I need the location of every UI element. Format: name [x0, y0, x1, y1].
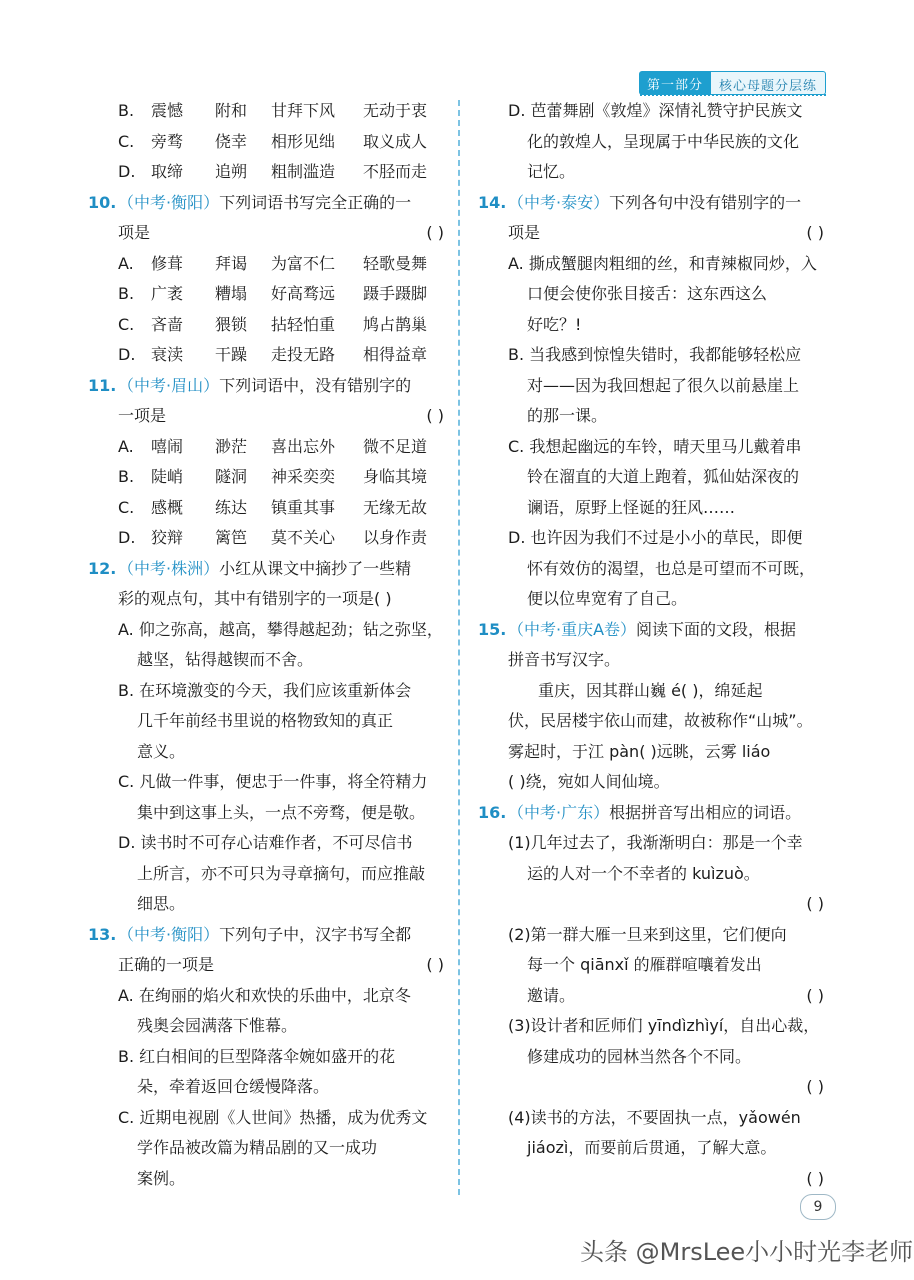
question-10-stem: 10. （中考·衡阳）下列词语书写完全正确的一 [88, 188, 448, 219]
q13-option-a-cont: 残奥会园满落下惟幕。 [137, 1016, 298, 1035]
q16-item-1: (1)几年过去了，我渐渐明白：那是一个幸 [508, 833, 803, 852]
q15-passage-line-1: 重庆，因其群山巍 é( )，绵延起 [538, 680, 763, 700]
question-number: 10. [88, 192, 117, 212]
question-source: （中考·泰安） [508, 192, 610, 212]
q13-option-c-cont2: 案例。 [137, 1168, 186, 1188]
question-source: （中考·衡阳） [118, 924, 220, 944]
right-column [478, 96, 828, 1194]
q16-item-2-cont: 每一个 qiānxǐ 的雁群喧嚷着发出 [527, 955, 762, 974]
q16-item-1-blank: ( ) [806, 894, 824, 913]
q12-option-d-cont: 上所言，亦不可只为寻章摘句，而应推敲 [137, 863, 426, 883]
q14-option-d-cont: 怀有效仿的渴望，也总是可望而不可既， [527, 558, 816, 578]
question-number: 13. [88, 924, 117, 944]
question-11-stem-cont: 一项是 ( ) [88, 401, 448, 432]
q14-option-c-cont: 铃在溜直的大道上跑着，狐仙姑深夜的 [527, 467, 800, 486]
q16-item-3-cont: 修建成功的园林当然各个不同。 [527, 1046, 752, 1066]
q9-option-d: D. 取缔 追朔 粗制滥造 不胫而走 [118, 162, 428, 181]
q12-option-d: D. 读书时不可存心诘难作者，不可尽信书 [118, 833, 413, 852]
q13-option-b: B. 红白相间的巨型降落伞婉如盛开的花 [118, 1046, 396, 1066]
q16-item-3-blank: ( ) [806, 1077, 824, 1096]
q16-item-1-cont: 运的人对一个不幸者的 kuìzuò。 [527, 863, 760, 883]
q10-option-d: D. 衰渎 干躁 走投无路 相得益章 [118, 345, 428, 364]
q12-option-a: A. 仰之弥高，越高，攀得越起劲；钻之弥坚， [118, 619, 443, 639]
question-10-stem-cont: 项是 ( ) [88, 218, 448, 249]
question-source: （中考·广东） [508, 802, 610, 822]
q13-option-d-cont2: 记忆。 [527, 162, 576, 181]
q9-option-b: B. 震憾 附和 甘拜下风 无动于衷 [118, 101, 428, 120]
q16-item-4-blank: ( ) [806, 1168, 824, 1188]
q13-option-a: A. 在绚丽的焰火和欢快的乐曲中，北京冬 [118, 985, 411, 1005]
q13-option-c-cont: 学作品被改篇为精品剧的又一成功 [137, 1138, 378, 1157]
q16-item-2-cont2: 邀请。 ( ) [478, 981, 828, 1012]
question-16-stem: 16. （中考·广东）根据拼音写出相应的词语。 [478, 798, 828, 829]
q14-option-c: C. 我想起幽远的车铃，晴天里马儿戴着串 [508, 436, 802, 456]
question-number: 16. [478, 802, 507, 822]
answer-blank: ( ) [426, 406, 444, 425]
q12-option-b-cont: 几千年前经书里说的格物致知的真正 [137, 711, 394, 730]
q10-option-a: A. 修葺 拜谒 为富不仁 轻歌曼舞 [118, 253, 428, 273]
question-number: 15. [478, 619, 507, 639]
q16-item-3: (3)设计者和匠师们 yīndìzhìyí，自出心裁， [508, 1016, 820, 1035]
answer-blank: ( ) [426, 955, 444, 974]
question-12-stem-cont: 彩的观点句，其中有错别字的一项是( ) [118, 589, 392, 608]
watermark: 头条 @MrsLee小小时光李老师 [580, 1238, 914, 1266]
q16-item-2: (2)第一群大雁一旦来到这里，它们便向 [508, 924, 787, 944]
section-title-label: 核心母题分层练 [711, 71, 826, 95]
page-number: 9 [800, 1194, 836, 1220]
q11-option-b: B. 陡峭 隧洞 神采奕奕 身临其境 [118, 467, 428, 486]
q14-option-a-cont2: 好吃？! [527, 314, 582, 334]
left-column [88, 96, 448, 1194]
section-part-label: 第一部分 [639, 71, 711, 95]
q10-option-b: B. 广袤 糟塌 好高骛远 蹑手蹑脚 [118, 284, 428, 303]
q11-option-a: A. 嘻闹 渺茫 喜出忘外 微不足道 [118, 436, 428, 456]
question-number: 12. [88, 558, 117, 578]
question-14-stem: 14. （中考·泰安）下列各句中没有错别字的一 [478, 188, 828, 219]
q12-option-c-cont: 集中到这事上头，一点不旁骛，便是敬。 [137, 802, 426, 822]
question-source: （中考·重庆A卷） [508, 619, 637, 639]
q15-passage-line-4: ( )绕，宛如人间仙境。 [508, 772, 670, 791]
q14-option-b: B. 当我感到惊惶失错时，我都能够轻松应 [508, 345, 802, 364]
q12-option-c: C. 凡做一件事，便忠于一件事，将全符精力 [118, 772, 428, 791]
q12-option-b-cont2: 意义。 [137, 741, 186, 761]
q14-option-a: A. 撕成蟹腿肉粗细的丝，和青辣椒同炒，入 [508, 253, 817, 273]
question-11-stem: 11. （中考·眉山）下列词语中，没有错别字的 [88, 371, 448, 402]
q10-option-c: C. 吝啬 猥锁 拈轻怕重 鸠占鹊巢 [118, 314, 428, 334]
q14-option-d-cont2: 便以位卑宽宥了自己。 [527, 589, 688, 608]
q15-passage-line-3: 雾起时，于江 pàn( )远眺，云雾 liáo [508, 741, 771, 761]
q13-option-c: C. 近期电视剧《人世间》热播，成为优秀文 [118, 1107, 428, 1127]
question-12-stem: 12. （中考·株洲）小红从课文中摘抄了一些精 [88, 554, 448, 585]
question-13-stem: 13. （中考·衡阳）下列句子中，汉字书写全都 [88, 920, 448, 951]
question-15-stem-cont: 拼音书写汉字。 [508, 650, 621, 669]
q13-option-b-cont: 朵，牵着返回仓缓慢降落。 [137, 1077, 330, 1096]
q13-option-d-cont: 化的敦煌人，呈现属于中华民族的文化 [527, 131, 800, 151]
column-divider [458, 100, 460, 1195]
q14-option-b-cont: 对——因为我回想起了很久以前悬崖上 [527, 375, 800, 395]
q14-option-d: D. 也许因为我们不过是小小的草民，即便 [508, 528, 803, 547]
q9-option-c: C. 旁骛 侥幸 相形见绌 取义成人 [118, 131, 428, 151]
question-number: 11. [88, 375, 117, 395]
question-number: 14. [478, 192, 507, 212]
q11-option-c: C. 感概 练达 镇重其事 无缘无故 [118, 497, 428, 517]
q13-option-d: D. 芭蕾舞剧《敦煌》深情礼赞守护民族文 [508, 101, 803, 120]
q16-item-4-cont: jiáozì，而要前后贯通，了解大意。 [527, 1138, 777, 1157]
answer-blank: ( ) [806, 223, 824, 242]
answer-blank: ( ) [426, 223, 444, 242]
answer-blank: ( ) [806, 985, 824, 1005]
question-source: （中考·株洲） [118, 558, 220, 578]
question-15-stem: 15. （中考·重庆A卷）阅读下面的文段，根据 [478, 615, 828, 646]
q12-option-b: B. 在环境激变的今天，我们应该重新体会 [118, 680, 412, 700]
q14-option-a-cont: 口便会使你张目接舌：这东西这么 [527, 284, 768, 303]
question-14-stem-cont: 项是 ( ) [478, 218, 828, 249]
q14-option-c-cont2: 谰语，原野上怪诞的狂风…… [527, 497, 736, 517]
q11-option-d: D. 狡辩 篱笆 莫不关心 以身作责 [118, 528, 428, 547]
section-header [639, 71, 826, 95]
q14-option-b-cont2: 的那一课。 [527, 406, 608, 425]
question-source: （中考·衡阳） [118, 192, 220, 212]
q16-item-4: (4)读书的方法，不要固执一点，yǎowén [508, 1107, 801, 1127]
q15-passage-line-2: 伏，民居楼宇依山而建，故被称作“山城”。 [508, 711, 813, 730]
question-13-stem-cont: 正确的一项是 ( ) [88, 950, 448, 981]
question-source: （中考·眉山） [118, 375, 220, 395]
q12-option-a-cont: 越坚，钻得越锲而不舍。 [137, 650, 314, 669]
q12-option-d-cont2: 细思。 [137, 894, 186, 913]
